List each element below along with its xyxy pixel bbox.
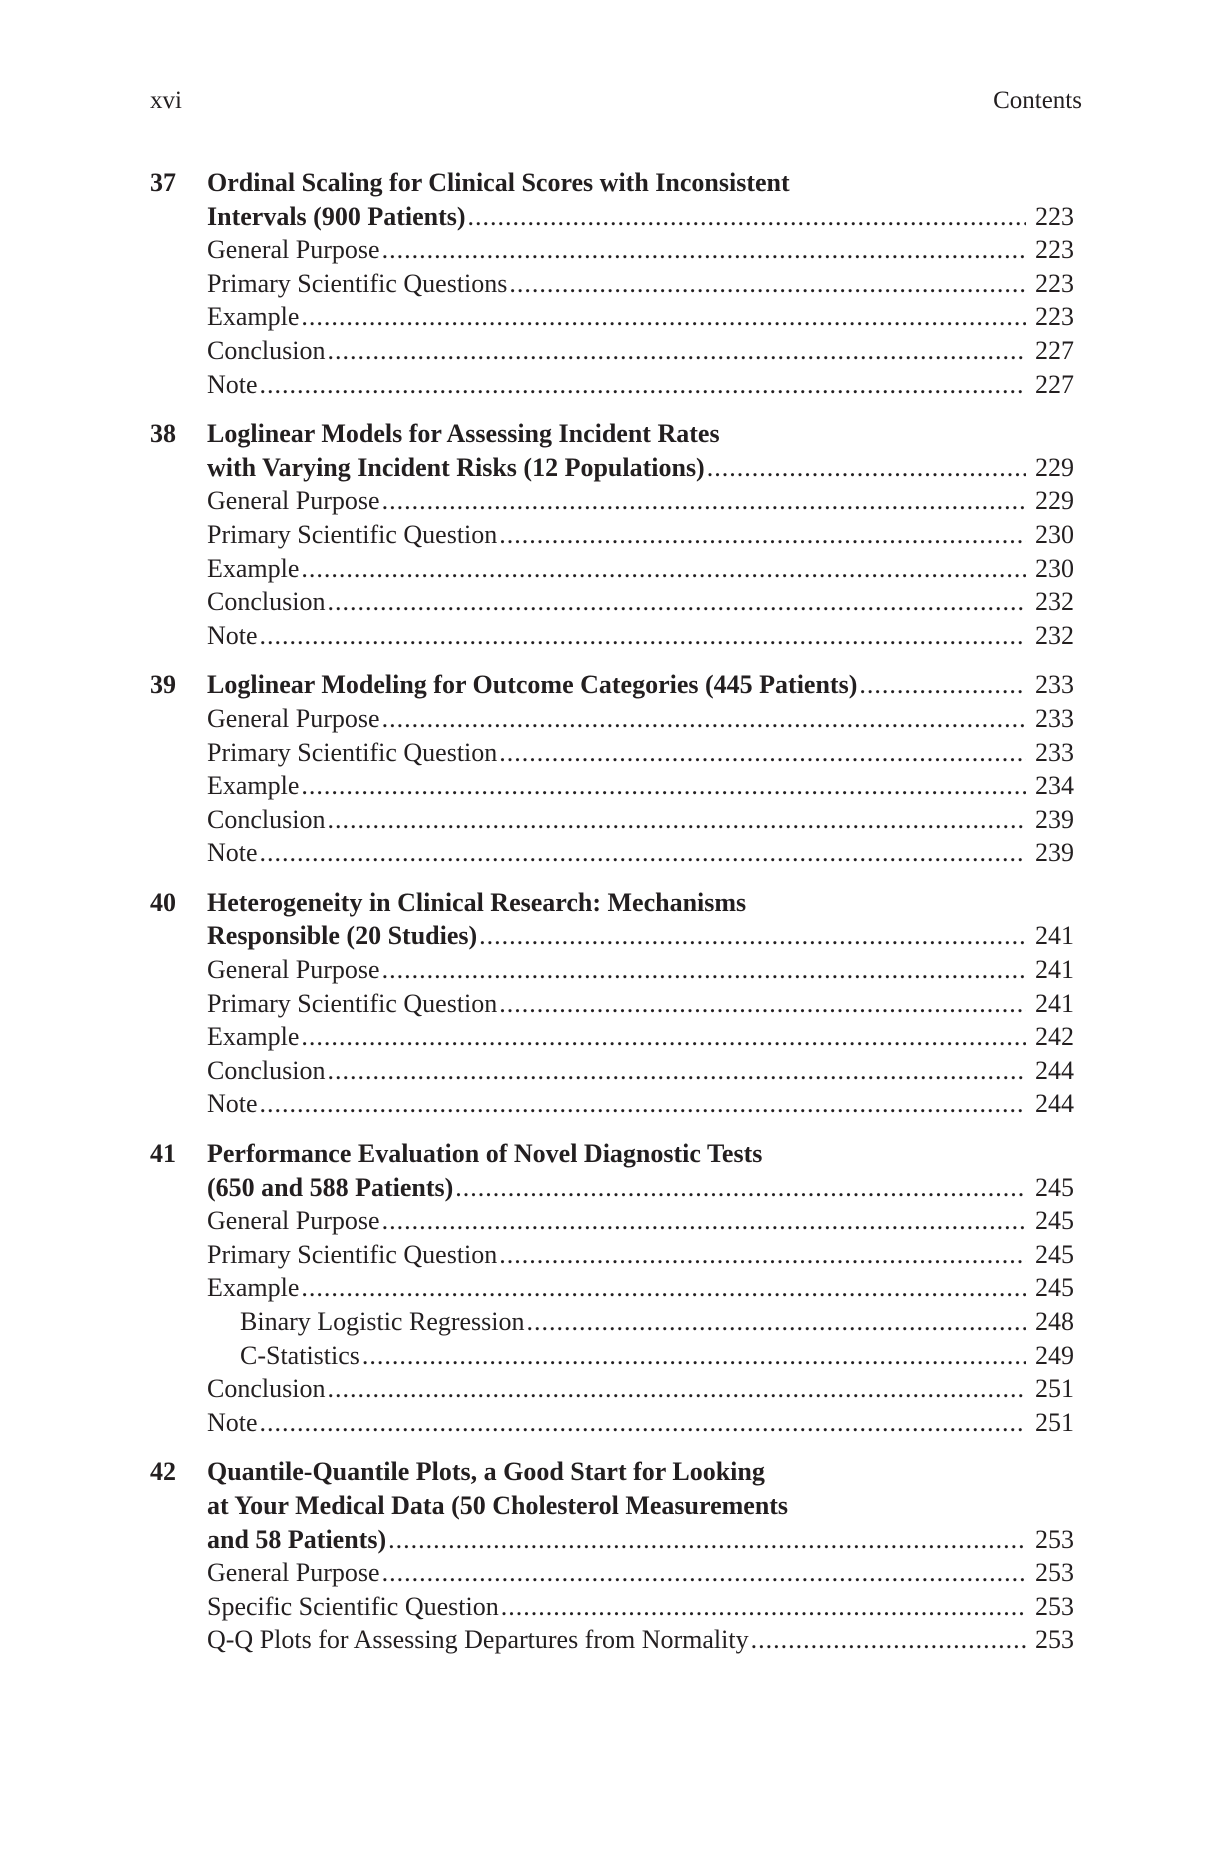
toc-entry	[207, 451, 1074, 485]
page-ref: 244	[1035, 1089, 1074, 1119]
page-ref: 249	[1035, 1340, 1074, 1370]
chapter-title-line	[150, 1137, 1082, 1171]
toc-section	[150, 836, 1082, 870]
toc-section	[150, 987, 1082, 1021]
entry-title: Loglinear Models for Assessing Incident Rates	[207, 419, 720, 449]
toc-entry	[207, 1406, 1074, 1440]
toc-entry	[207, 417, 1074, 451]
chapter-title-line	[150, 919, 1082, 953]
page-ref: 232	[1035, 587, 1074, 617]
entry-title: Conclusion	[207, 587, 326, 617]
dot-leader	[388, 1523, 1026, 1557]
toc-section	[150, 585, 1082, 619]
page-ref: 229	[1035, 486, 1074, 516]
toc-entry	[207, 1372, 1074, 1406]
toc-section	[150, 1020, 1082, 1054]
page-ref: 245	[1035, 1206, 1074, 1236]
page-ref: 229	[1035, 452, 1074, 482]
page-ref: 230	[1035, 519, 1074, 549]
page-ref: 241	[1035, 955, 1074, 985]
toc-entry	[207, 1020, 1074, 1054]
entry-title: Q-Q Plots for Assessing Departures from Normality	[207, 1625, 749, 1655]
entry-title: Example	[207, 302, 300, 332]
toc-entry	[207, 1171, 1074, 1205]
toc-section	[150, 1087, 1082, 1121]
toc-section	[150, 1054, 1082, 1088]
entry-title: Intervals (900 Patients)	[207, 201, 466, 231]
dot-leader	[382, 1556, 1026, 1590]
toc-entry	[207, 166, 1074, 200]
page-ref: 233	[1035, 703, 1074, 733]
entry-title: Conclusion	[207, 1055, 326, 1085]
dot-leader	[499, 987, 1026, 1021]
dot-leader	[301, 769, 1026, 803]
toc-entry	[207, 619, 1074, 653]
dot-leader	[260, 1087, 1026, 1121]
toc-entry	[207, 484, 1074, 518]
page-ref: 253	[1035, 1625, 1074, 1655]
entry-title: General Purpose	[207, 1558, 380, 1588]
toc-section	[150, 1623, 1082, 1657]
toc-entry	[207, 987, 1074, 1021]
page-ref: 253	[1035, 1524, 1074, 1554]
page-header	[150, 84, 1082, 118]
chapter-number: 42	[150, 1457, 176, 1487]
page-ref: 233	[1035, 670, 1074, 700]
toc-entry	[207, 886, 1074, 920]
entry-title: Quantile-Quantile Plots, a Good Start for Looking	[207, 1457, 765, 1487]
toc-section	[150, 736, 1082, 770]
dot-leader	[260, 619, 1026, 653]
entry-title: Primary Scientific Question	[207, 737, 498, 767]
toc-entry	[207, 836, 1074, 870]
entry-title: Primary Scientific Question	[207, 988, 498, 1018]
page-ref: 227	[1035, 369, 1074, 399]
page-ref: 232	[1035, 620, 1074, 650]
dot-leader	[499, 1238, 1026, 1272]
toc-section	[150, 233, 1082, 267]
chapter-number: 41	[150, 1139, 176, 1169]
chapter-number: 39	[150, 670, 176, 700]
entry-title: Example	[207, 1273, 300, 1303]
toc-section	[150, 300, 1082, 334]
dot-leader	[260, 836, 1026, 870]
page-ref: 245	[1035, 1172, 1074, 1202]
chapter-39	[150, 668, 1082, 870]
dot-leader	[382, 953, 1026, 987]
dot-leader	[479, 919, 1026, 953]
toc-entry	[207, 1590, 1074, 1624]
toc-section	[150, 1556, 1082, 1590]
entry-title: Conclusion	[207, 804, 326, 834]
chapter-title-line	[150, 200, 1082, 234]
toc-entry	[207, 769, 1074, 803]
chapter-title-line	[150, 451, 1082, 485]
entry-title: Note	[207, 838, 258, 868]
toc-section	[150, 368, 1082, 402]
dot-leader	[859, 668, 1026, 702]
chapter-42	[150, 1455, 1082, 1657]
entry-title: C-Statistics	[240, 1340, 360, 1370]
page-ref: 241	[1035, 921, 1074, 951]
toc-section	[150, 702, 1082, 736]
toc-entry	[207, 919, 1074, 953]
page-number: xvi	[150, 87, 182, 114]
entry-title: General Purpose	[207, 955, 380, 985]
dot-leader	[301, 552, 1026, 586]
entry-title: at Your Medical Data (50 Cholesterol Measurements	[207, 1490, 789, 1520]
toc-entry	[207, 585, 1074, 619]
chapter-title-line	[150, 166, 1082, 200]
dot-leader	[260, 1406, 1026, 1440]
toc-entry	[207, 1455, 1074, 1489]
toc-entry	[207, 953, 1074, 987]
toc-entry	[207, 334, 1074, 368]
chapter-38	[150, 417, 1082, 652]
entry-title: Conclusion	[207, 335, 326, 365]
entry-title: Primary Scientific Question	[207, 1239, 498, 1269]
toc-entry	[207, 803, 1074, 837]
entry-title: Example	[207, 553, 300, 583]
dot-leader	[260, 368, 1026, 402]
toc-entry	[207, 702, 1074, 736]
entry-title: Example	[207, 1022, 300, 1052]
toc-entry	[207, 518, 1074, 552]
entry-title: General Purpose	[207, 235, 380, 265]
entry-title: Binary Logistic Regression	[240, 1307, 525, 1336]
entry-title: and 58 Patients)	[207, 1524, 387, 1554]
dot-leader	[327, 1372, 1026, 1406]
entry-title: Responsible (20 Studies)	[207, 921, 478, 951]
entry-title: Performance Evaluation of Novel Diagnostic Tests	[207, 1139, 763, 1169]
page-ref: 230	[1035, 553, 1074, 583]
dot-leader	[707, 451, 1026, 485]
toc-section	[150, 1406, 1082, 1440]
toc-entry	[207, 1271, 1074, 1305]
dot-leader	[382, 484, 1026, 518]
toc-section	[150, 1238, 1082, 1272]
toc-entry	[207, 1523, 1074, 1557]
toc-section	[150, 267, 1082, 301]
entry-title: Ordinal Scaling for Clinical Scores with Inconsistent	[207, 168, 790, 197]
toc-subsection	[150, 1305, 1082, 1339]
entry-title: Loglinear Modeling for Outcome Categories (445 Patients)	[207, 670, 858, 700]
dot-leader	[499, 736, 1026, 770]
toc-entry	[207, 552, 1074, 586]
page-ref: 223	[1035, 268, 1074, 298]
dot-leader	[327, 334, 1026, 368]
page-ref: 227	[1035, 335, 1074, 365]
page-ref: 242	[1035, 1022, 1074, 1052]
page-ref: 239	[1035, 838, 1074, 868]
toc-entry	[207, 1489, 1074, 1523]
chapter-41	[150, 1137, 1082, 1439]
toc-entry	[207, 368, 1074, 402]
toc-entry	[207, 300, 1074, 334]
page-ref: 251	[1035, 1407, 1074, 1437]
page-ref: 253	[1035, 1558, 1074, 1588]
toc-entry	[207, 1087, 1074, 1121]
running-head: Contents	[993, 87, 1082, 114]
toc-entry	[207, 736, 1074, 770]
chapter-number: 37	[150, 168, 176, 197]
chapter-number: 38	[150, 419, 176, 449]
entry-title: Primary Scientific Question	[207, 519, 498, 549]
chapter-40	[150, 886, 1082, 1121]
page-ref: 239	[1035, 804, 1074, 834]
toc-entry	[207, 1556, 1074, 1590]
dot-leader	[468, 200, 1026, 234]
page-ref: 234	[1035, 771, 1074, 801]
page-ref: 245	[1035, 1273, 1074, 1303]
toc-section	[150, 484, 1082, 518]
chapter-title-line	[150, 1489, 1082, 1523]
toc-section	[150, 953, 1082, 987]
chapter-title-line	[150, 1171, 1082, 1205]
chapter-37	[150, 166, 1082, 401]
entry-title: Heterogeneity in Clinical Research: Mechanisms	[207, 887, 747, 917]
entry-title: General Purpose	[207, 703, 380, 733]
chapter-title-line	[150, 886, 1082, 920]
entry-title: Note	[207, 1407, 258, 1437]
toc-entry	[207, 668, 1074, 702]
chapter-title-line	[150, 668, 1082, 702]
dot-leader	[301, 300, 1026, 334]
entry-title: Note	[207, 369, 258, 399]
entry-title: (650 and 588 Patients)	[207, 1172, 454, 1202]
page-ref: 245	[1035, 1239, 1074, 1269]
toc-section	[150, 1372, 1082, 1406]
toc-subsection	[150, 1339, 1082, 1373]
toc-entry	[207, 1204, 1074, 1238]
toc-entry	[207, 1137, 1074, 1171]
entry-title: Primary Scientific Questions	[207, 268, 508, 298]
page-ref: 223	[1035, 201, 1074, 231]
chapter-title-line	[150, 1523, 1082, 1557]
dot-leader	[501, 1590, 1026, 1624]
toc-entry	[207, 1054, 1074, 1088]
dot-leader	[499, 518, 1026, 552]
toc-entry	[240, 1305, 1074, 1339]
entry-title: with Varying Incident Risks (12 Populations)	[207, 452, 705, 482]
dot-leader	[382, 233, 1026, 267]
toc-entry	[207, 200, 1074, 234]
chapter-title-line	[150, 1455, 1082, 1489]
toc-entry	[207, 267, 1074, 301]
page-ref: 248	[1035, 1307, 1074, 1336]
dot-leader	[751, 1623, 1026, 1657]
dot-leader	[301, 1271, 1026, 1305]
entry-title: Conclusion	[207, 1374, 326, 1404]
dot-leader	[327, 1054, 1026, 1088]
toc-entry	[240, 1339, 1074, 1373]
dot-leader	[301, 1020, 1026, 1054]
toc-section	[150, 769, 1082, 803]
toc-section	[150, 1590, 1082, 1624]
page-ref: 233	[1035, 737, 1074, 767]
page-ref: 251	[1035, 1374, 1074, 1404]
toc-section	[150, 1271, 1082, 1305]
dot-leader	[527, 1305, 1026, 1339]
toc-section	[150, 518, 1082, 552]
toc-section	[150, 1204, 1082, 1238]
dot-leader	[455, 1171, 1026, 1205]
toc-section	[150, 803, 1082, 837]
entry-title: General Purpose	[207, 486, 380, 516]
toc-section	[150, 619, 1082, 653]
toc-section	[150, 552, 1082, 586]
toc-entry	[207, 1623, 1074, 1657]
page-ref: 244	[1035, 1055, 1074, 1085]
page-ref: 241	[1035, 988, 1074, 1018]
entry-title: Specific Scientific Question	[207, 1591, 499, 1621]
entry-title: Example	[207, 771, 300, 801]
entry-title: Note	[207, 620, 258, 650]
chapter-number: 40	[150, 887, 176, 917]
dot-leader	[382, 702, 1026, 736]
toc-section	[150, 334, 1082, 368]
toc-entry	[207, 233, 1074, 267]
toc-entry	[207, 1238, 1074, 1272]
dot-leader	[327, 585, 1026, 619]
entry-title: General Purpose	[207, 1206, 380, 1236]
dot-leader	[382, 1204, 1026, 1238]
dot-leader	[509, 267, 1026, 301]
table-of-contents	[150, 166, 1082, 1673]
page-ref: 223	[1035, 235, 1074, 265]
entry-title: Note	[207, 1089, 258, 1119]
dot-leader	[362, 1339, 1026, 1373]
dot-leader	[327, 803, 1026, 837]
page-ref: 223	[1035, 302, 1074, 332]
page-ref: 253	[1035, 1591, 1074, 1621]
chapter-title-line	[150, 417, 1082, 451]
